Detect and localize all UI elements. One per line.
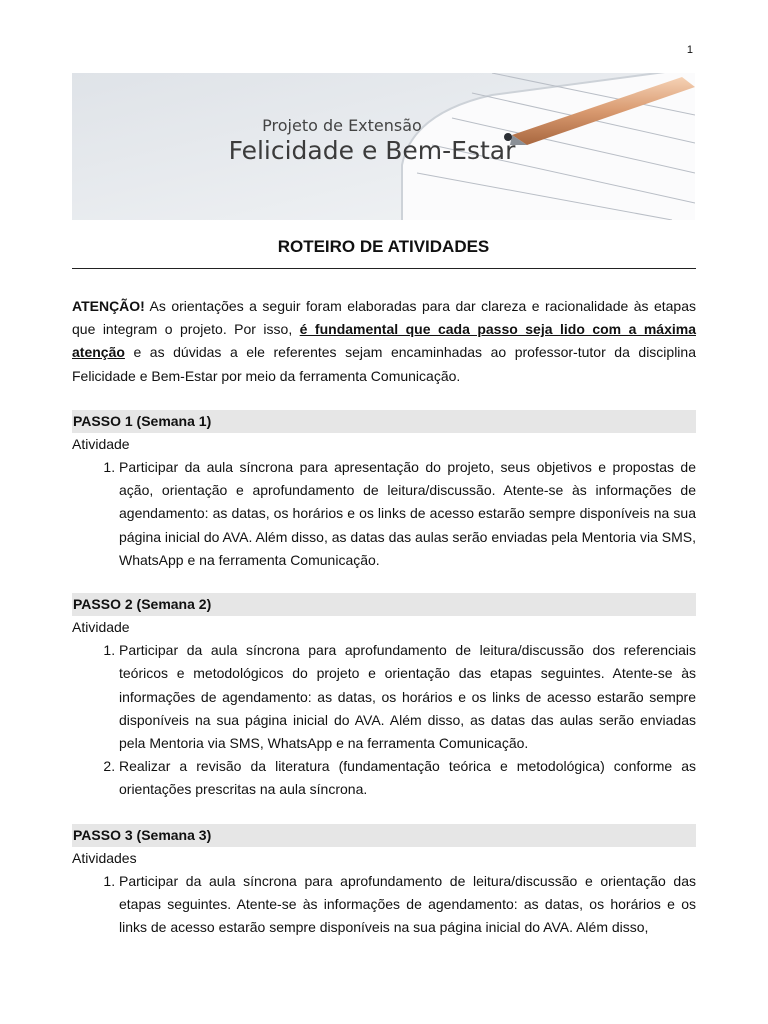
step-2 [72,593,696,802]
banner-title: Felicidade e Bem-Estar [228,136,516,165]
intro-emphasis: é fundamental que cada passo seja lido com a máxima atenção [72,321,696,361]
step-heading: PASSO 2 (Semana 2) [72,593,696,616]
step-label: Atividades [72,849,137,866]
step-activity-list [72,456,696,572]
intro-paragraph [72,295,696,388]
intro-text-1: As orientações a seguir foram elaboradas para dar clareza e racionalidade às etapas que integram o projeto. Por isso, [72,298,696,338]
document-body [72,295,696,939]
step-activity-list [72,870,696,940]
banner-subtitle: Projeto de Extensão [262,116,422,135]
step-3 [72,824,696,940]
document-title: ROTEIRO DE ATIVIDADES [277,237,490,256]
list-item: 1. Participar da aula síncrona para aprofundamento de leitura/discussão e orientação das etapas seguintes. Atente-se às informações de agendamento: as datas, os horários e os links de acesso estarão sempre disponíveis na sua página inicial do AVA. Além disso, [119,870,696,940]
list-item: 2. Realizar a revisão da literatura (fundamentação teórica e metodológica) conforme as orientações prescritas na aula síncrona. [119,755,696,801]
list-item: 1. Participar da aula síncrona para aprofundamento de leitura/discussão dos referenciais teóricos e metodológicos do projeto e orientação das etapas seguintes. Atente-se às informações de agendamento: as datas, os horários e os links de acesso estarão sempre disponíveis na sua página inicial do AVA. Além disso, as datas das aulas serão enviadas pela Mentoria via SMS, WhatsApp e na ferramenta Comunicação. [119,639,696,755]
step-heading: PASSO 1 (Semana 1) [72,410,696,433]
step-1 [72,410,696,572]
step-label: Atividade [72,619,130,636]
title-divider [72,268,696,269]
step-heading: PASSO 3 (Semana 3) [72,824,696,847]
header-banner [72,73,695,220]
intro-text-2: e as dúvidas a ele referentes sejam encaminhadas ao professor-tutor da disciplina Felicidade e Bem-Estar por meio da ferramenta Comunicação. [72,344,696,384]
page-number: 1 [686,44,693,56]
attention-label: ATENÇÃO! [72,298,145,314]
step-activity-list [72,639,696,801]
step-label: Atividade [72,435,130,452]
list-item: 1. Participar da aula síncrona para apresentação do projeto, seus objetivos e propostas de ação, orientação e aprofundamento de leitura/discussão. Atente-se às informações de agendamento: as datas, os horários e os links de acesso estarão sempre disponíveis na sua página inicial do AVA. Além disso, as datas das aulas serão enviadas pela Mentoria via SMS, WhatsApp e na ferramenta Comunicação. [119,456,696,572]
